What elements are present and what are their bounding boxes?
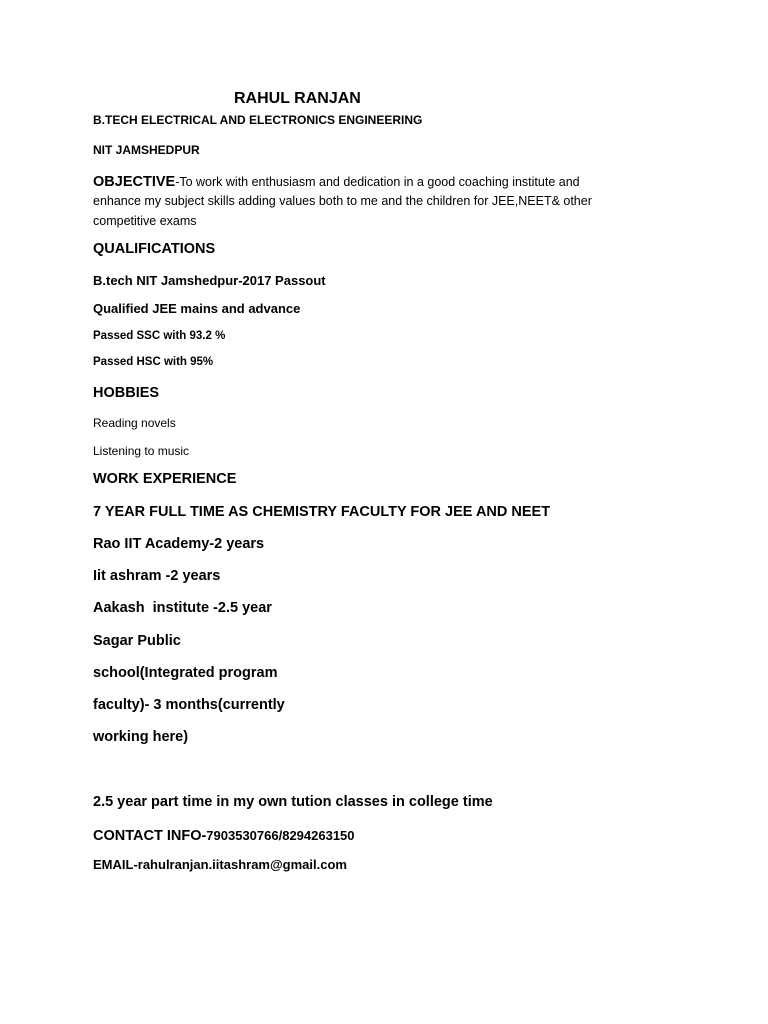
work-item: Iit ashram -2 years bbox=[93, 568, 221, 584]
contact-email: EMAIL-rahulranjan.iitashram@gmail.com bbox=[93, 857, 347, 872]
degree-line: B.TECH ELECTRICAL AND ELECTRONICS ENGINEERING bbox=[93, 113, 423, 127]
work-item: Rao IIT Academy-2 years bbox=[93, 536, 265, 552]
qualifications-heading: QUALIFICATIONS bbox=[93, 241, 216, 257]
current-job-line: Sagar Public bbox=[93, 633, 181, 649]
objective-text-3: competitive exams bbox=[93, 214, 197, 228]
hobby-item: Listening to music bbox=[93, 444, 190, 458]
objective-text-1: -To work with enthusiasm and dedication in a good coaching institute and bbox=[175, 175, 580, 189]
hobbies-heading: HOBBIES bbox=[93, 385, 160, 401]
objective-label: OBJECTIVE bbox=[93, 174, 176, 190]
current-job-line: faculty)- 3 months(currently bbox=[93, 697, 285, 713]
current-job-line: school(Integrated program bbox=[93, 665, 278, 681]
resume-name: RAHUL RANJAN bbox=[234, 90, 361, 107]
hobby-item: Reading novels bbox=[93, 416, 176, 430]
qualification-item: B.tech NIT Jamshedpur-2017 Passout bbox=[93, 273, 326, 288]
contact-info bbox=[93, 826, 355, 845]
objective-text-2: enhance my subject skills adding values both to me and the children for JEE,NEET& other bbox=[93, 194, 592, 208]
part-time-experience: 2.5 year part time in my own tution classes in college time bbox=[93, 794, 493, 810]
college-line: NIT JAMSHEDPUR bbox=[93, 143, 200, 157]
contact-phone: 7903530766/8294263150 bbox=[206, 828, 355, 843]
work-summary: 7 YEAR FULL TIME AS CHEMISTRY FACULTY FOR JEE AND NEET bbox=[93, 504, 551, 520]
qualification-item: Qualified JEE mains and advance bbox=[93, 301, 301, 316]
work-experience-heading: WORK EXPERIENCE bbox=[93, 471, 237, 487]
current-job-line: working here) bbox=[93, 729, 189, 745]
objective-line-1 bbox=[93, 172, 580, 191]
qualification-item: Passed HSC with 95% bbox=[93, 356, 214, 368]
contact-label: CONTACT INFO- bbox=[93, 828, 207, 844]
qualification-item: Passed SSC with 93.2 % bbox=[93, 330, 226, 342]
work-item: Aakash institute -2.5 year bbox=[93, 600, 272, 616]
